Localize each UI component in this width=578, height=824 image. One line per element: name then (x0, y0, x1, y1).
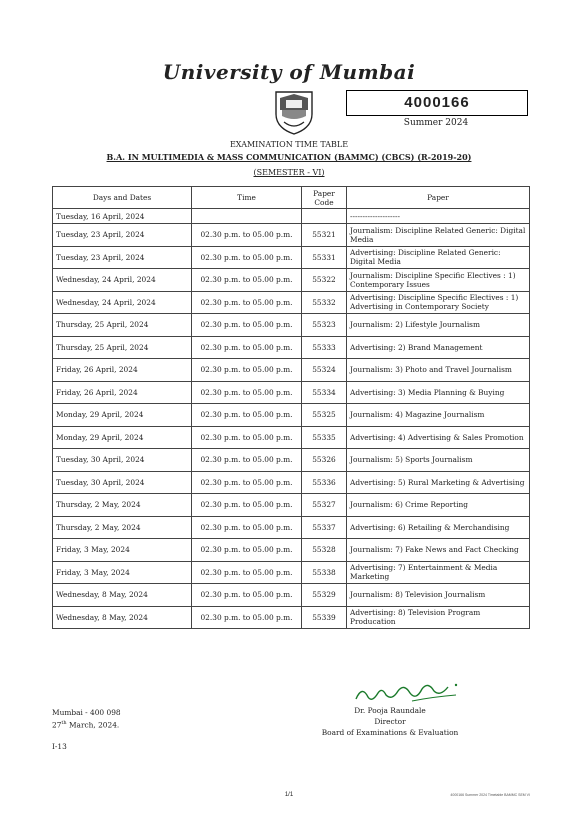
cell-time (192, 209, 302, 224)
cell-paper-code: 55339 (302, 606, 347, 629)
cell-date: Friday, 26 April, 2024 (53, 359, 192, 382)
cell-time: 02.30 p.m. to 05.00 p.m. (192, 539, 302, 562)
cell-paper: Advertising: Discipline Related Generic: Digital Media (347, 246, 530, 269)
cell-paper: Journalism: 7) Fake News and Fact Checking (347, 539, 530, 562)
table-row (53, 291, 530, 314)
cell-time: 02.30 p.m. to 05.00 p.m. (192, 359, 302, 382)
cell-time: 02.30 p.m. to 05.00 p.m. (192, 404, 302, 427)
cell-paper-code: 55333 (302, 336, 347, 359)
cell-paper: Journalism: 4) Magazine Journalism (347, 404, 530, 427)
table-row (53, 336, 530, 359)
timetable (52, 186, 530, 629)
table-row (53, 381, 530, 404)
cell-time: 02.30 p.m. to 05.00 p.m. (192, 584, 302, 607)
cell-time: 02.30 p.m. to 05.00 p.m. (192, 381, 302, 404)
cell-paper-code: 55337 (302, 516, 347, 539)
cell-time: 02.30 p.m. to 05.00 p.m. (192, 336, 302, 359)
exam-code-box: 4000166 (346, 90, 528, 116)
cell-time: 02.30 p.m. to 05.00 p.m. (192, 426, 302, 449)
cell-paper-code: 55328 (302, 539, 347, 562)
cell-paper: Advertising: 4) Advertising & Sales Promotion (347, 426, 530, 449)
table-row (53, 561, 530, 584)
exam-timetable-heading: EXAMINATION TIME TABLE (229, 140, 349, 149)
cell-date: Tuesday, 23 April, 2024 (53, 246, 192, 269)
table-row (53, 449, 530, 472)
cell-date: Wednesday, 8 May, 2024 (53, 606, 192, 629)
header-time: Time (192, 187, 302, 209)
table-row (53, 224, 530, 247)
table-row (53, 426, 530, 449)
cell-time: 02.30 p.m. to 05.00 p.m. (192, 516, 302, 539)
cell-time: 02.30 p.m. to 05.00 p.m. (192, 269, 302, 292)
cell-date: Monday, 29 April, 2024 (53, 404, 192, 427)
page-number: 1/1 (284, 792, 294, 798)
cell-paper-code: 55329 (302, 584, 347, 607)
cell-time: 02.30 p.m. to 05.00 p.m. (192, 494, 302, 517)
timetable-header-row (53, 187, 530, 209)
header-paper-code: Paper Code (302, 187, 347, 209)
exam-session: Summer 2024 (403, 118, 469, 128)
cell-date: Friday, 26 April, 2024 (53, 381, 192, 404)
table-row (53, 404, 530, 427)
cell-paper: Journalism: Discipline Related Generic: Digital Media (347, 224, 530, 247)
cell-paper: Advertising: 8) Television Program Producation (347, 606, 530, 629)
cell-paper-code: 55335 (302, 426, 347, 449)
cell-paper-code: 55325 (302, 404, 347, 427)
cell-paper: Advertising: 7) Entertainment & Media Marketing (347, 561, 530, 584)
cell-paper: Journalism: 2) Lifestyle Journalism (347, 314, 530, 337)
cell-time: 02.30 p.m. to 05.00 p.m. (192, 561, 302, 584)
cell-paper: Advertising: 6) Retailing & Merchandising (347, 516, 530, 539)
cell-paper-code: 55338 (302, 561, 347, 584)
cell-paper-code: 55327 (302, 494, 347, 517)
cell-date: Thursday, 25 April, 2024 (53, 336, 192, 359)
cell-time: 02.30 p.m. to 05.00 p.m. (192, 449, 302, 472)
cell-paper: Journalism: Discipline Specific Electives : 1) Contemporary Issues (347, 269, 530, 292)
programme-title: B.A. IN MULTIMEDIA & MASS COMMUNICATION (BAMMC) (CBCS) (R-2019-20) (106, 152, 472, 162)
cell-date: Wednesday, 24 April, 2024 (53, 291, 192, 314)
table-row (53, 314, 530, 337)
signatory-name: Dr. Pooja Raundale (354, 706, 426, 715)
document-reference: 4000166 Summer 2024 Timetable BAMMC SEM VI (450, 793, 530, 797)
cell-paper-code: 55331 (302, 246, 347, 269)
university-crest-logo (272, 88, 316, 136)
table-row (53, 494, 530, 517)
table-row (53, 269, 530, 292)
cell-paper: -------------------- (347, 209, 530, 224)
university-title: University of Mumbai (162, 60, 416, 84)
cell-paper-code: 55336 (302, 471, 347, 494)
signatory-board: Board of Examinations & Evaluation (321, 728, 459, 737)
cell-paper: Advertising: 5) Rural Marketing & Advertising (347, 471, 530, 494)
cell-paper: Advertising: 3) Media Planning & Buying (347, 381, 530, 404)
header-days-dates: Days and Dates (53, 187, 192, 209)
cell-paper: Journalism: 6) Crime Reporting (347, 494, 530, 517)
cell-date: Wednesday, 24 April, 2024 (53, 269, 192, 292)
cell-paper-code: 55334 (302, 381, 347, 404)
cell-time: 02.30 p.m. to 05.00 p.m. (192, 224, 302, 247)
signatory-designation: Director (374, 717, 406, 726)
cell-paper: Journalism: 8) Television Journalism (347, 584, 530, 607)
cell-date: Tuesday, 30 April, 2024 (53, 471, 192, 494)
cell-date: Tuesday, 16 April, 2024 (53, 209, 192, 224)
cell-paper-code: 55324 (302, 359, 347, 382)
table-row (53, 606, 530, 629)
table-row (53, 584, 530, 607)
table-row (53, 209, 530, 224)
cell-paper-code: 55332 (302, 291, 347, 314)
cell-paper-code: 55326 (302, 449, 347, 472)
cell-paper-code: 55323 (302, 314, 347, 337)
table-row (53, 359, 530, 382)
cell-time: 02.30 p.m. to 05.00 p.m. (192, 246, 302, 269)
cell-time: 02.30 p.m. to 05.00 p.m. (192, 291, 302, 314)
cell-paper: Journalism: 3) Photo and Travel Journalism (347, 359, 530, 382)
cell-date: Thursday, 2 May, 2024 (53, 516, 192, 539)
table-row (53, 516, 530, 539)
table-row (53, 246, 530, 269)
cell-date: Thursday, 2 May, 2024 (53, 494, 192, 517)
cell-paper-code: 55322 (302, 269, 347, 292)
cell-time: 02.30 p.m. to 05.00 p.m. (192, 314, 302, 337)
table-row (53, 539, 530, 562)
cell-date: Monday, 29 April, 2024 (53, 426, 192, 449)
cell-paper-code (302, 209, 347, 224)
director-signature (352, 677, 462, 705)
reference-code: I-13 (52, 742, 67, 751)
timetable-body (53, 209, 530, 629)
cell-paper: Advertising: 2) Brand Management (347, 336, 530, 359)
cell-time: 02.30 p.m. to 05.00 p.m. (192, 471, 302, 494)
office-address: Mumbai - 400 098 (52, 708, 121, 717)
cell-date: Tuesday, 30 April, 2024 (53, 449, 192, 472)
semester-label: (SEMESTER - VI) (253, 168, 325, 177)
cell-date: Friday, 3 May, 2024 (53, 539, 192, 562)
cell-date: Tuesday, 23 April, 2024 (53, 224, 192, 247)
header-paper: Paper (347, 187, 530, 209)
cell-paper: Advertising: Discipline Specific Electives : 1) Advertising in Contemporary Society (347, 291, 530, 314)
cell-date: Wednesday, 8 May, 2024 (53, 584, 192, 607)
cell-paper-code: 55321 (302, 224, 347, 247)
cell-date: Thursday, 25 April, 2024 (53, 314, 192, 337)
cell-time: 02.30 p.m. to 05.00 p.m. (192, 606, 302, 629)
cell-paper: Journalism: 5) Sports Journalism (347, 449, 530, 472)
issue-date: 27th March, 2024. (52, 720, 120, 730)
table-row (53, 471, 530, 494)
cell-date: Friday, 3 May, 2024 (53, 561, 192, 584)
